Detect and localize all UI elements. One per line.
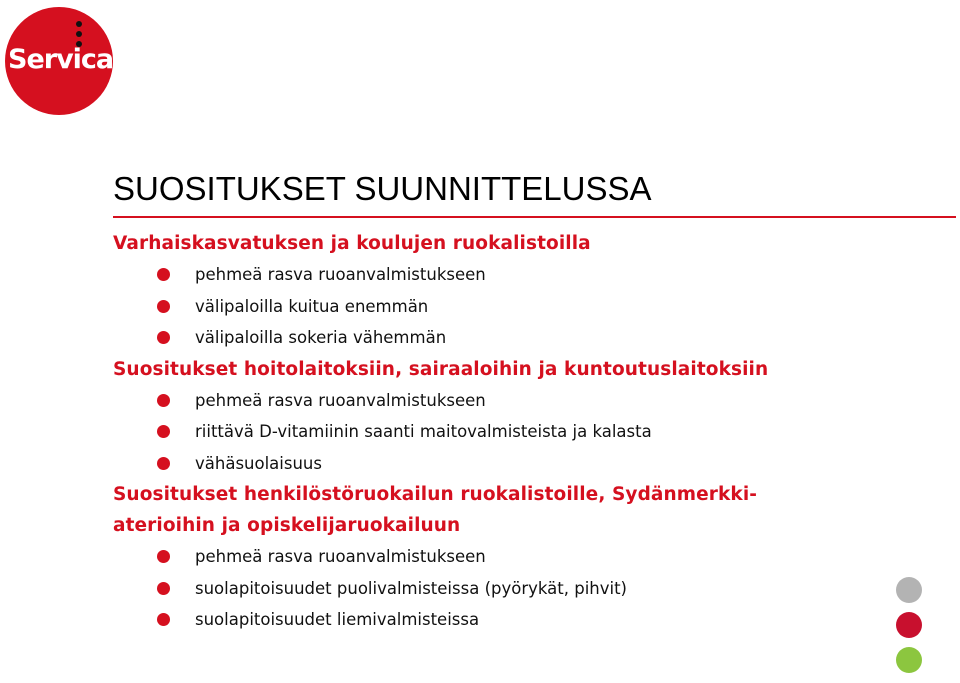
bullet-icon	[157, 425, 170, 438]
section-heading-varhaiskasvatus: Varhaiskasvatuksen ja koulujen ruokalistoilla	[113, 233, 591, 254]
section-list-varhaiskasvatus	[113, 259, 933, 354]
list-item: suolapitoisuudet liemivalmisteissa	[113, 604, 933, 636]
section-list-hoitolaitokset	[113, 385, 933, 480]
bullet-icon	[157, 550, 170, 563]
list-item: välipaloilla sokeria vähemmän	[113, 322, 933, 354]
green-dot-icon	[896, 647, 922, 673]
list-item: suolapitoisuudet puolivalmisteissa (pyörykät, pihvit)	[113, 573, 933, 605]
title-underline	[113, 216, 956, 218]
section-heading-line: aterioihin ja opiskelijaruokailuun	[113, 515, 461, 536]
list-item: riittävä D-vitamiinin saanti maitovalmisteista ja kalasta	[113, 416, 933, 448]
page-title: SUOSITUKSET SUUNNITTELUSSA	[113, 170, 652, 207]
bullet-icon	[157, 457, 170, 470]
list-item: välipaloilla kuitua enemmän	[113, 291, 933, 323]
list-item: pehmeä rasva ruoanvalmistukseen	[113, 259, 933, 291]
servica-logo	[5, 7, 113, 115]
section-list-henkilosto	[113, 541, 933, 636]
content	[113, 228, 933, 636]
list-item: pehmeä rasva ruoanvalmistukseen	[113, 541, 933, 573]
list-item: vähäsuolaisuus	[113, 448, 933, 480]
gray-dot-icon	[896, 577, 922, 603]
bullet-icon	[157, 331, 170, 344]
bullet-icon	[157, 582, 170, 595]
logo-wordmark: Servica	[8, 44, 114, 75]
red-dot-icon	[896, 612, 922, 638]
list-item: pehmeä rasva ruoanvalmistukseen	[113, 385, 933, 417]
bullet-icon	[157, 394, 170, 407]
section-heading-henkilosto	[113, 479, 933, 541]
bullet-icon	[157, 300, 170, 313]
section-heading-hoitolaitokset: Suositukset hoitolaitoksiin, sairaaloihin ja kuntoutuslaitoksiin	[113, 358, 769, 380]
bullet-icon	[157, 268, 170, 281]
bullet-icon	[157, 613, 170, 626]
decorative-dots	[896, 577, 924, 682]
section-heading-line: Suositukset henkilöstöruokailun ruokalistoille, Sydänmerkki-	[113, 484, 758, 505]
